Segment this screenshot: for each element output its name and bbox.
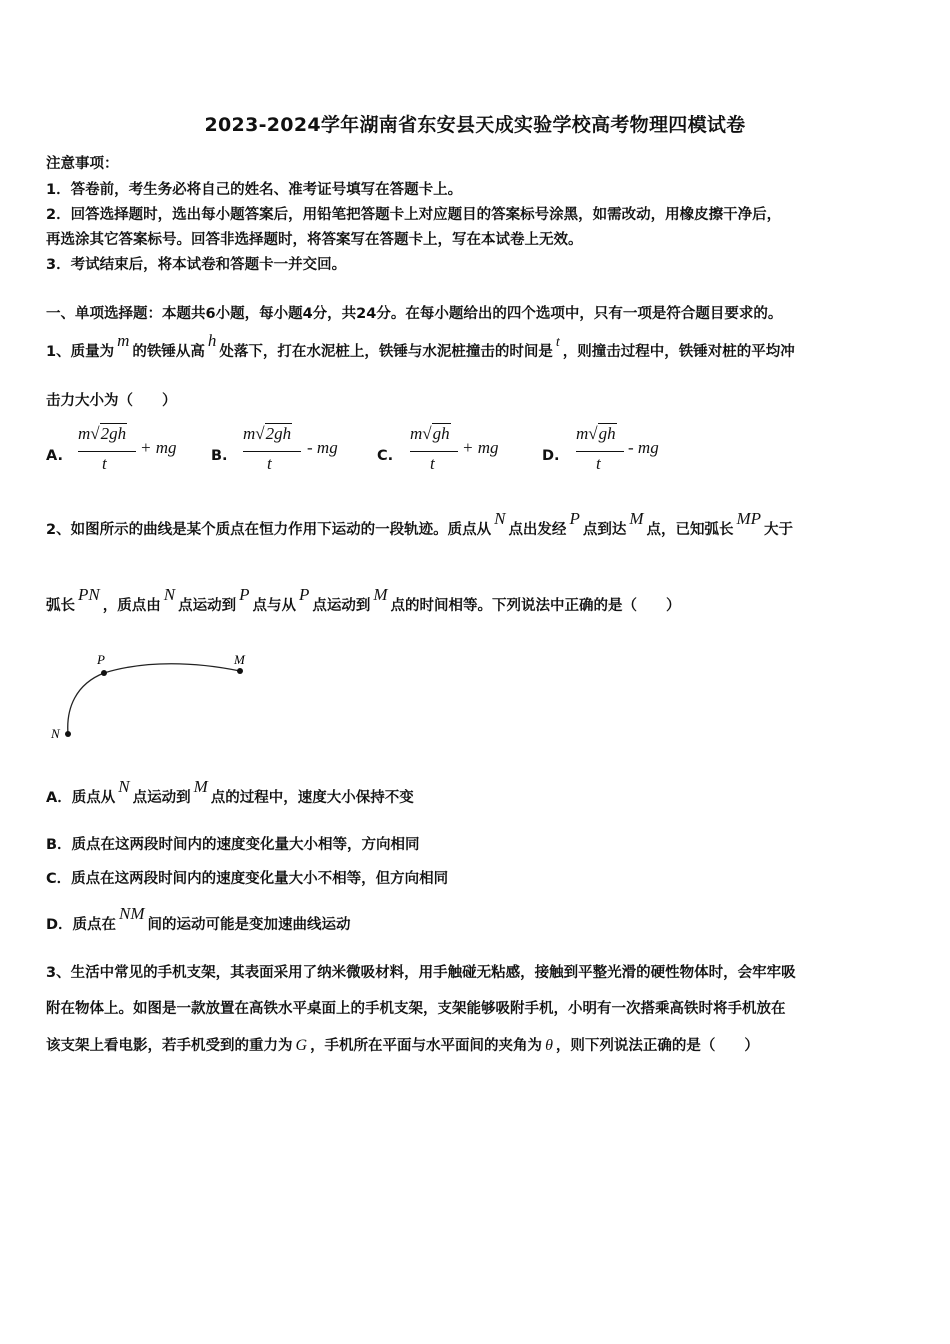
q2-text-4: 点，已知弧长 <box>646 522 734 538</box>
q2-text-6: 弧长 <box>46 598 75 614</box>
formula-denominator: t <box>102 454 107 473</box>
trajectory-curve <box>68 664 240 734</box>
q2-text-9: 点与从 <box>252 598 296 614</box>
q3-text-3: ，则下列说法正确的是（ ） <box>555 1038 759 1054</box>
q2-option-a-text-2: 点运动到 <box>132 790 191 806</box>
formula-denominator: t <box>430 454 435 473</box>
formula-m: m <box>78 424 91 443</box>
formula-tail: + mg <box>140 438 177 457</box>
q2-option-d-text-1: D．质点在 <box>46 917 117 933</box>
formula-m: m <box>243 424 256 443</box>
q2-option-a <box>46 777 414 807</box>
q2-var-N: N <box>494 509 506 528</box>
formula-radicand: gh <box>432 424 450 443</box>
question-2-stem <box>46 509 794 539</box>
formula-denominator: t <box>267 454 272 473</box>
formula-denominator: t <box>596 454 601 473</box>
point-N <box>65 731 71 737</box>
q3-var-G: G <box>295 1037 308 1054</box>
question-3-line-3 <box>46 1034 759 1055</box>
notice-item-3: 3．考试结束后，将本试卷和答题卡一并交回。 <box>46 257 347 273</box>
q2-text-2: 点出发经 <box>508 522 567 538</box>
q1-text-3: 处落下，打在水泥桩上，铁锤与水泥桩撞击的时间是 <box>219 344 553 360</box>
q2-var-NM: NM <box>119 904 145 923</box>
q2-text-5: 大于 <box>764 522 794 538</box>
q2-var-PN: PN <box>78 585 100 604</box>
q2-var-MP: MP <box>736 509 762 528</box>
q1-option-a-label: A. <box>46 448 63 464</box>
q1-option-d-label: D. <box>542 448 560 464</box>
q2-text-1: 2、如图所示的曲线是某个质点在恒力作用下运动的一段轨迹。质点从 <box>46 522 492 538</box>
q1-text-1: 1、质量为 <box>46 344 115 360</box>
question-3-line-1: 3、生活中常见的手机支架，其表面采用了纳米微吸材料，用手触碰无粘感，接触到平整光滑的硬性物体时，会牢牢吸 <box>46 965 796 981</box>
formula-radicand: gh <box>598 424 616 443</box>
q1-text-4: ，则撞击过程中，铁锤对桩的平均冲 <box>562 344 795 360</box>
q2-text-8: 点运动到 <box>178 598 237 614</box>
q2-var-P: P <box>239 585 250 604</box>
formula-radicand: 2gh <box>100 424 127 443</box>
notice-item-2: 2．回答选择题时，选出每小题答案后，用铅笔把答题卡上对应题目的答案标号涂黑，如需改动，用橡皮擦干净后， <box>46 207 782 223</box>
formula-tail: + mg <box>462 438 499 457</box>
q2-var-M: M <box>373 585 388 604</box>
formula-tail: - mg <box>307 438 338 457</box>
q2-var-M: M <box>629 509 644 528</box>
q2-var-M: M <box>193 777 208 796</box>
q2-option-d-text-2: 间的运动可能是变加速曲线运动 <box>147 917 351 933</box>
notice-heading: 注意事项： <box>46 156 119 172</box>
point-M <box>237 668 243 674</box>
question-3-line-2: 附在物体上。如图是一款放置在高铁水平桌面上的手机支架，支架能够吸附手机，小明有一次搭乘高铁时将手机放在 <box>46 1001 786 1017</box>
q2-var-P: P <box>298 585 310 604</box>
label-N: N <box>51 726 60 741</box>
q2-option-d <box>46 904 351 934</box>
q2-option-a-text-1: A．质点从 <box>46 790 116 806</box>
section-heading: 一、单项选择题：本题共6小题，每小题4分，共24分。在每小题给出的四个选项中，只有一项是符合题目要求的。 <box>46 306 783 322</box>
q3-text-2: ，手机所在平面与水平面间的夹角为 <box>310 1038 543 1054</box>
q2-var-N: N <box>163 585 176 604</box>
q2-text-3: 点到达 <box>582 522 627 538</box>
q1-var-m: m <box>117 331 130 350</box>
question-1-stem-cont: 击力大小为（ ） <box>46 393 177 409</box>
q2-text-11: 点的时间相等。下列说法中正确的是（ ） <box>390 598 681 614</box>
q3-text-1: 该支架上看电影，若手机受到的重力为 <box>46 1038 293 1054</box>
point-P <box>101 670 107 676</box>
q2-option-c: C．质点在这两段时间内的速度变化量大小不相等，但方向相同 <box>46 871 449 887</box>
q1-option-c-label: C. <box>377 448 394 464</box>
exam-page: 2023-2024学年湖南省东安县天成实验学校高考物理四模试卷 注意事项： 1．答卷前，考生务必将自己的姓名、准考证号填写在答题卡上。 2．回答选择题时，选出每小题答案后，用铅笔把答题卡上对应题目的答案标号涂黑，如需改动，用橡皮擦干净后， 再选涂其它答案标号。回答非选择题时，将答案写在答题卡上，写在本试卷上无效。 3．考试结束后，将本试卷和答题卡一并交回。 一、单项选择题：本题共6小题，每小题4分，共24分。在每小题给出的四个选项中，只有一项是符合题目要求的。 1、质量为m的铁锤从高h处落下，打在水泥桩上，铁锤与水泥桩撞击的时间是t，则撞击过程中，铁锤对桩的平均冲 击力大小为（ ） A. m√2gh t + mg B. m√2gh t - mg C. m√gh t + mg D. m√gh t - mg 2、如图所示的曲线是某个质点在恒力作用下运动的一段轨迹。质点从N点出发经P点到达M点，已知弧长MP大于 弧长PN，质点由N点运动到P点与从P点运动到M点的时间相等。下列说法中正确的是（ ） P M N A．质点从N点运动到M点的过程中，速度大小保持不变 B．质点在这两段时间内的速度变化量大小相等，方向相同 C．质点在这两段时间内的速度变化量大小不相等，但方向相同 D．质点在NM间的运动可能是变加速曲线运动 3、生活中常见的手机支架，其表面采用了纳米微吸材料，用手触碰无粘感，接触到平整光滑的硬性物体时，会牢牢吸 附在物体上。如图是一款放置在高铁水平桌面上的手机支架，支架能够吸附手机，小明有一次搭乘高铁时将手机放在 该支架上看电影，若手机受到的重力为 G ，手机所在平面与水平面间的夹角为 θ ，则下列说法正确的是（ ） <box>0 0 950 1344</box>
notice-item-2-cont: 再选涂其它答案标号。回答非选择题时，将答案写在答题卡上，写在本试卷上无效。 <box>46 232 583 248</box>
formula-tail: - mg <box>628 438 659 457</box>
page-title: 2023-2024学年湖南省东安县天成实验学校高考物理四模试卷 <box>204 114 746 136</box>
q2-text-10: 点运动到 <box>312 598 371 614</box>
notice-item-1: 1．答卷前，考生务必将自己的姓名、准考证号填写在答题卡上。 <box>46 182 463 198</box>
q1-text-2: 的铁锤从高 <box>132 344 205 360</box>
q2-option-a-text-3: 点的过程中，速度大小保持不变 <box>210 790 414 806</box>
question-1-stem <box>46 331 795 361</box>
q1-var-h: h <box>207 331 217 350</box>
formula-m: m <box>410 424 423 443</box>
q2-var-N: N <box>118 777 130 796</box>
formula-radicand: 2gh <box>265 424 292 443</box>
formula-m: m <box>576 424 589 443</box>
label-M: M <box>234 652 245 667</box>
q3-var-theta: θ <box>545 1037 553 1054</box>
q2-text-7: ，质点由 <box>102 598 161 614</box>
q2-option-b: B．质点在这两段时间内的速度变化量大小相等，方向相同 <box>46 837 420 853</box>
label-P: P <box>97 652 105 667</box>
q1-var-t: t <box>555 335 560 350</box>
trajectory-figure <box>46 648 266 748</box>
q2-var-P: P <box>569 509 580 528</box>
question-2-stem-cont <box>46 585 681 615</box>
q1-option-b-label: B. <box>211 448 228 464</box>
